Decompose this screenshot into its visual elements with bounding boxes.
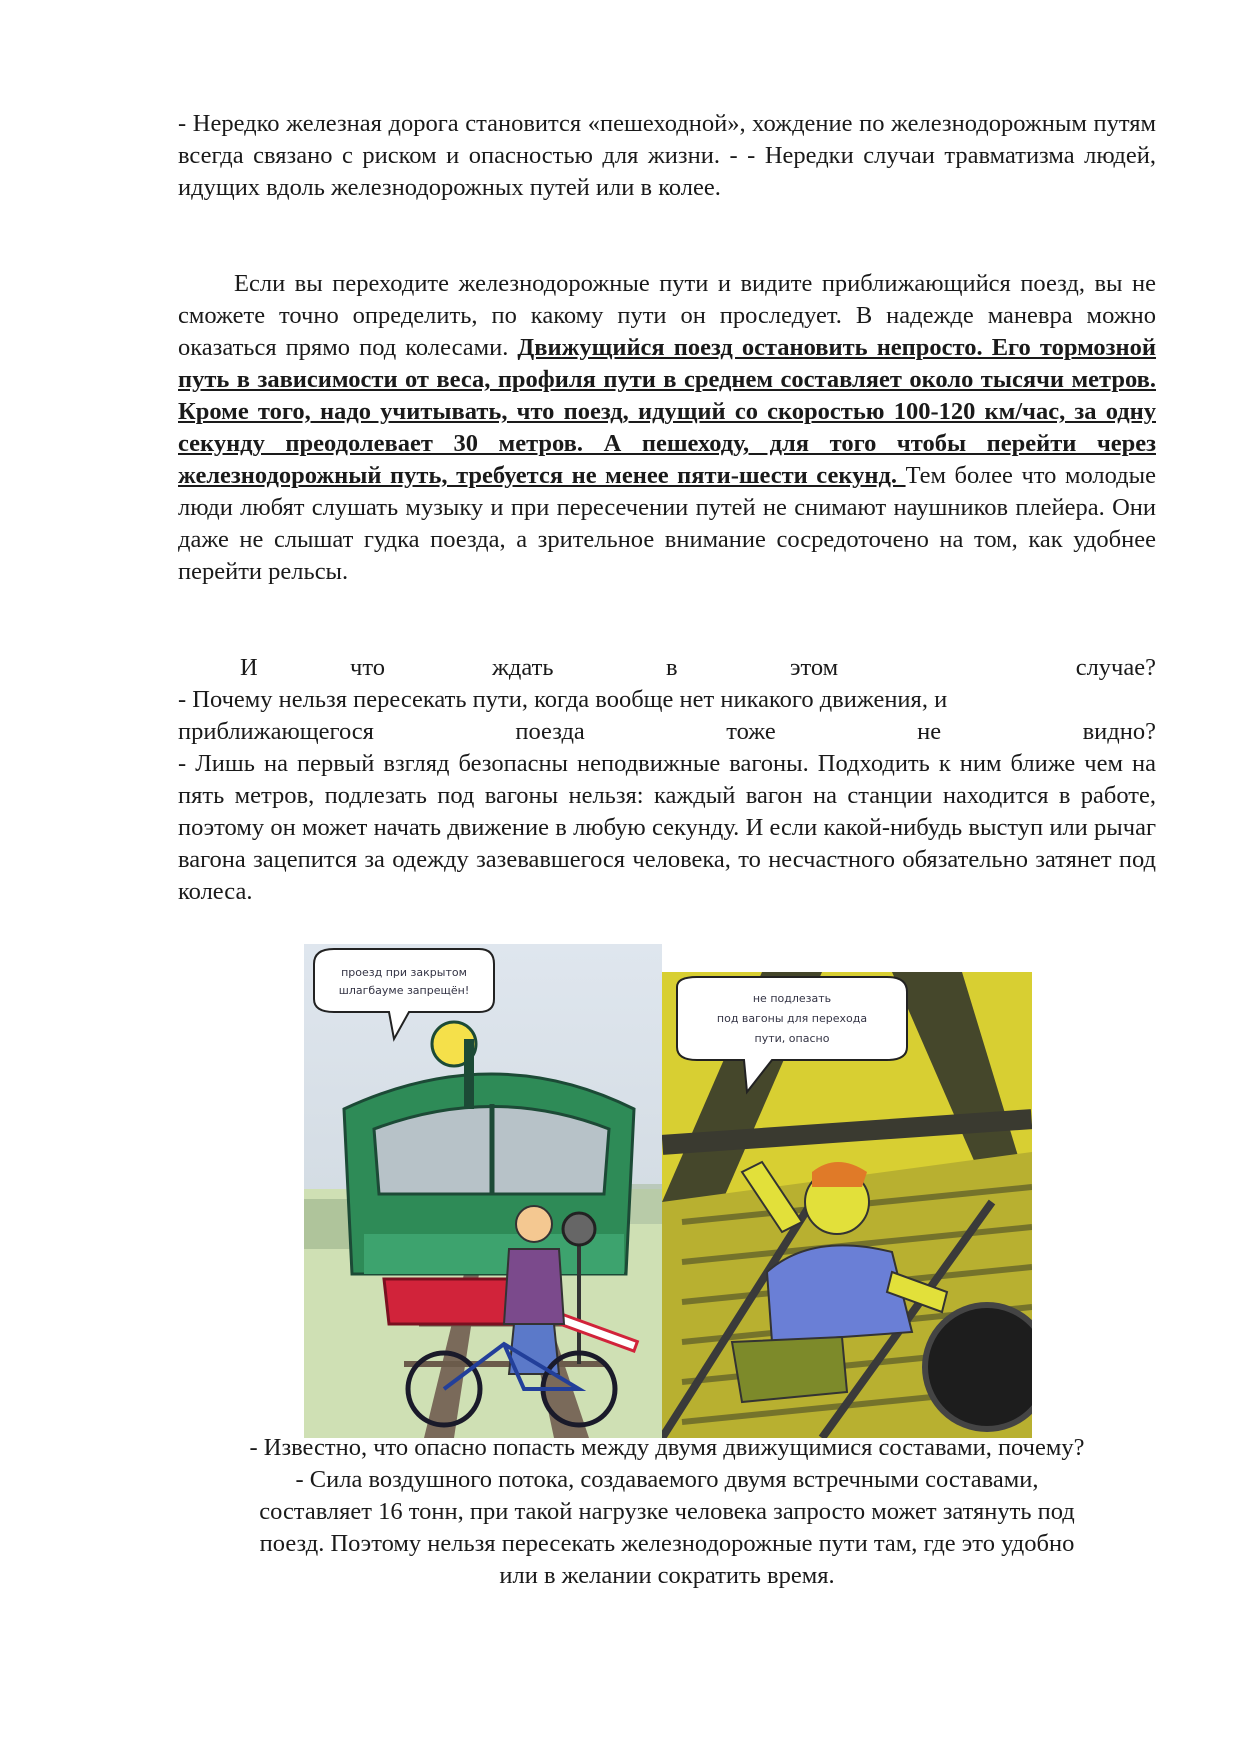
- question-word: И: [240, 654, 258, 681]
- question-word: этом: [790, 654, 839, 681]
- answer-line: составляет 16 тонн, при такой нагрузке человека запросто может затянуть под: [259, 1498, 1075, 1525]
- illustration-cyclist-crossing: [304, 944, 662, 1438]
- question-between-trains: - Известно, что опасно попасть между двумя движущимися составами, почему?: [249, 1434, 1085, 1461]
- paragraph-headphones-text: Тем более что молодые люди любят слушать музыку и при пересечении путей не снимают наушников плейера. Они даже не слышат гудка поезда, а зрительное внимание сосредоточено на том, как удобнее перейти рельсы.: [178, 462, 1156, 585]
- illustration-under-wagon: [662, 972, 1032, 1438]
- question-word: видно?: [1082, 718, 1156, 745]
- bubble-text-line: шлагбауме запрещён!: [338, 984, 470, 997]
- answer-line: или в желании сократить время.: [499, 1562, 835, 1589]
- bubble-text-line: не подлезать: [752, 992, 832, 1005]
- question-word: поезда: [515, 718, 585, 745]
- question-word: не: [917, 718, 942, 745]
- bubble-text-line: под вагоны для перехода: [716, 1012, 868, 1025]
- question-word: что: [350, 654, 385, 681]
- question-word: тоже: [726, 718, 776, 745]
- question-line: [178, 652, 1156, 684]
- qa-stationary-wagons: [178, 684, 1156, 908]
- answer-stationary-wagons: - Лишь на первый взгляд безопасны неподвижные вагоны. Подходить к ним ближе чем на пять метров, подлезать под вагоны нельзя: каждый вагон на станции находится в работе, поэтому он может начать движение в любую секунду. И если какой-нибудь выступ или рычаг вагона зацепится за одежду зазевавшегося человека, то несчастного обязательно затянет под колеса.: [178, 750, 1156, 905]
- question-word: в: [666, 654, 678, 681]
- question-crossing-tracks-continued: [178, 716, 1156, 748]
- paragraph-passing-trains: [170, 1432, 1164, 1592]
- paragraph-approaching-train: [178, 268, 1156, 588]
- question-word: случае?: [1075, 654, 1156, 681]
- answer-line: поезд. Поэтому нельзя пересекать железнодорожные пути там, где это удобно: [259, 1530, 1075, 1557]
- paragraph-braking-distance-bold: Движущийся поезд остановить непросто. Его тормозной путь в зависимости от веса, профиля пути в среднем составляет около тысячи метров. Кроме того, надо учитывать, что поезд, идущий со скоростью 100-120 км/час, за одну секунду преодолевает 30 метров. А пешеходу, для того чтобы перейти через железнодорожный путь, требуется не менее пяти-шести секунд.: [178, 334, 1157, 489]
- paragraph-intro-text: Если вы переходите железнодорожные пути и видите приближающийся поезд, вы не сможете точно определить, по какому пути он проследует. В надежде маневра можно оказаться прямо под колесами.: [178, 270, 1156, 361]
- question-word: ждать: [492, 654, 554, 681]
- paragraph-walking-on-tracks: - Нередко железная дорога становится «пешеходной», хождение по железнодорожным путям всегда связано с риском и опасностью для жизни. - - Нередки случаи травматизма людей, идущих вдоль железнодорожных путей или в колее.: [178, 110, 1156, 201]
- question-crossing-tracks: - Почему нельзя пересекать пути, когда вообще нет никакого движения, и: [178, 686, 948, 713]
- bubble-text-line: пути, опасно: [754, 1032, 830, 1045]
- answer-line: - Сила воздушного потока, создаваемого двумя встречными составами,: [295, 1466, 1039, 1493]
- question-word: приближающегося: [178, 718, 374, 745]
- bubble-text-line: проезд при закрытом: [341, 966, 467, 979]
